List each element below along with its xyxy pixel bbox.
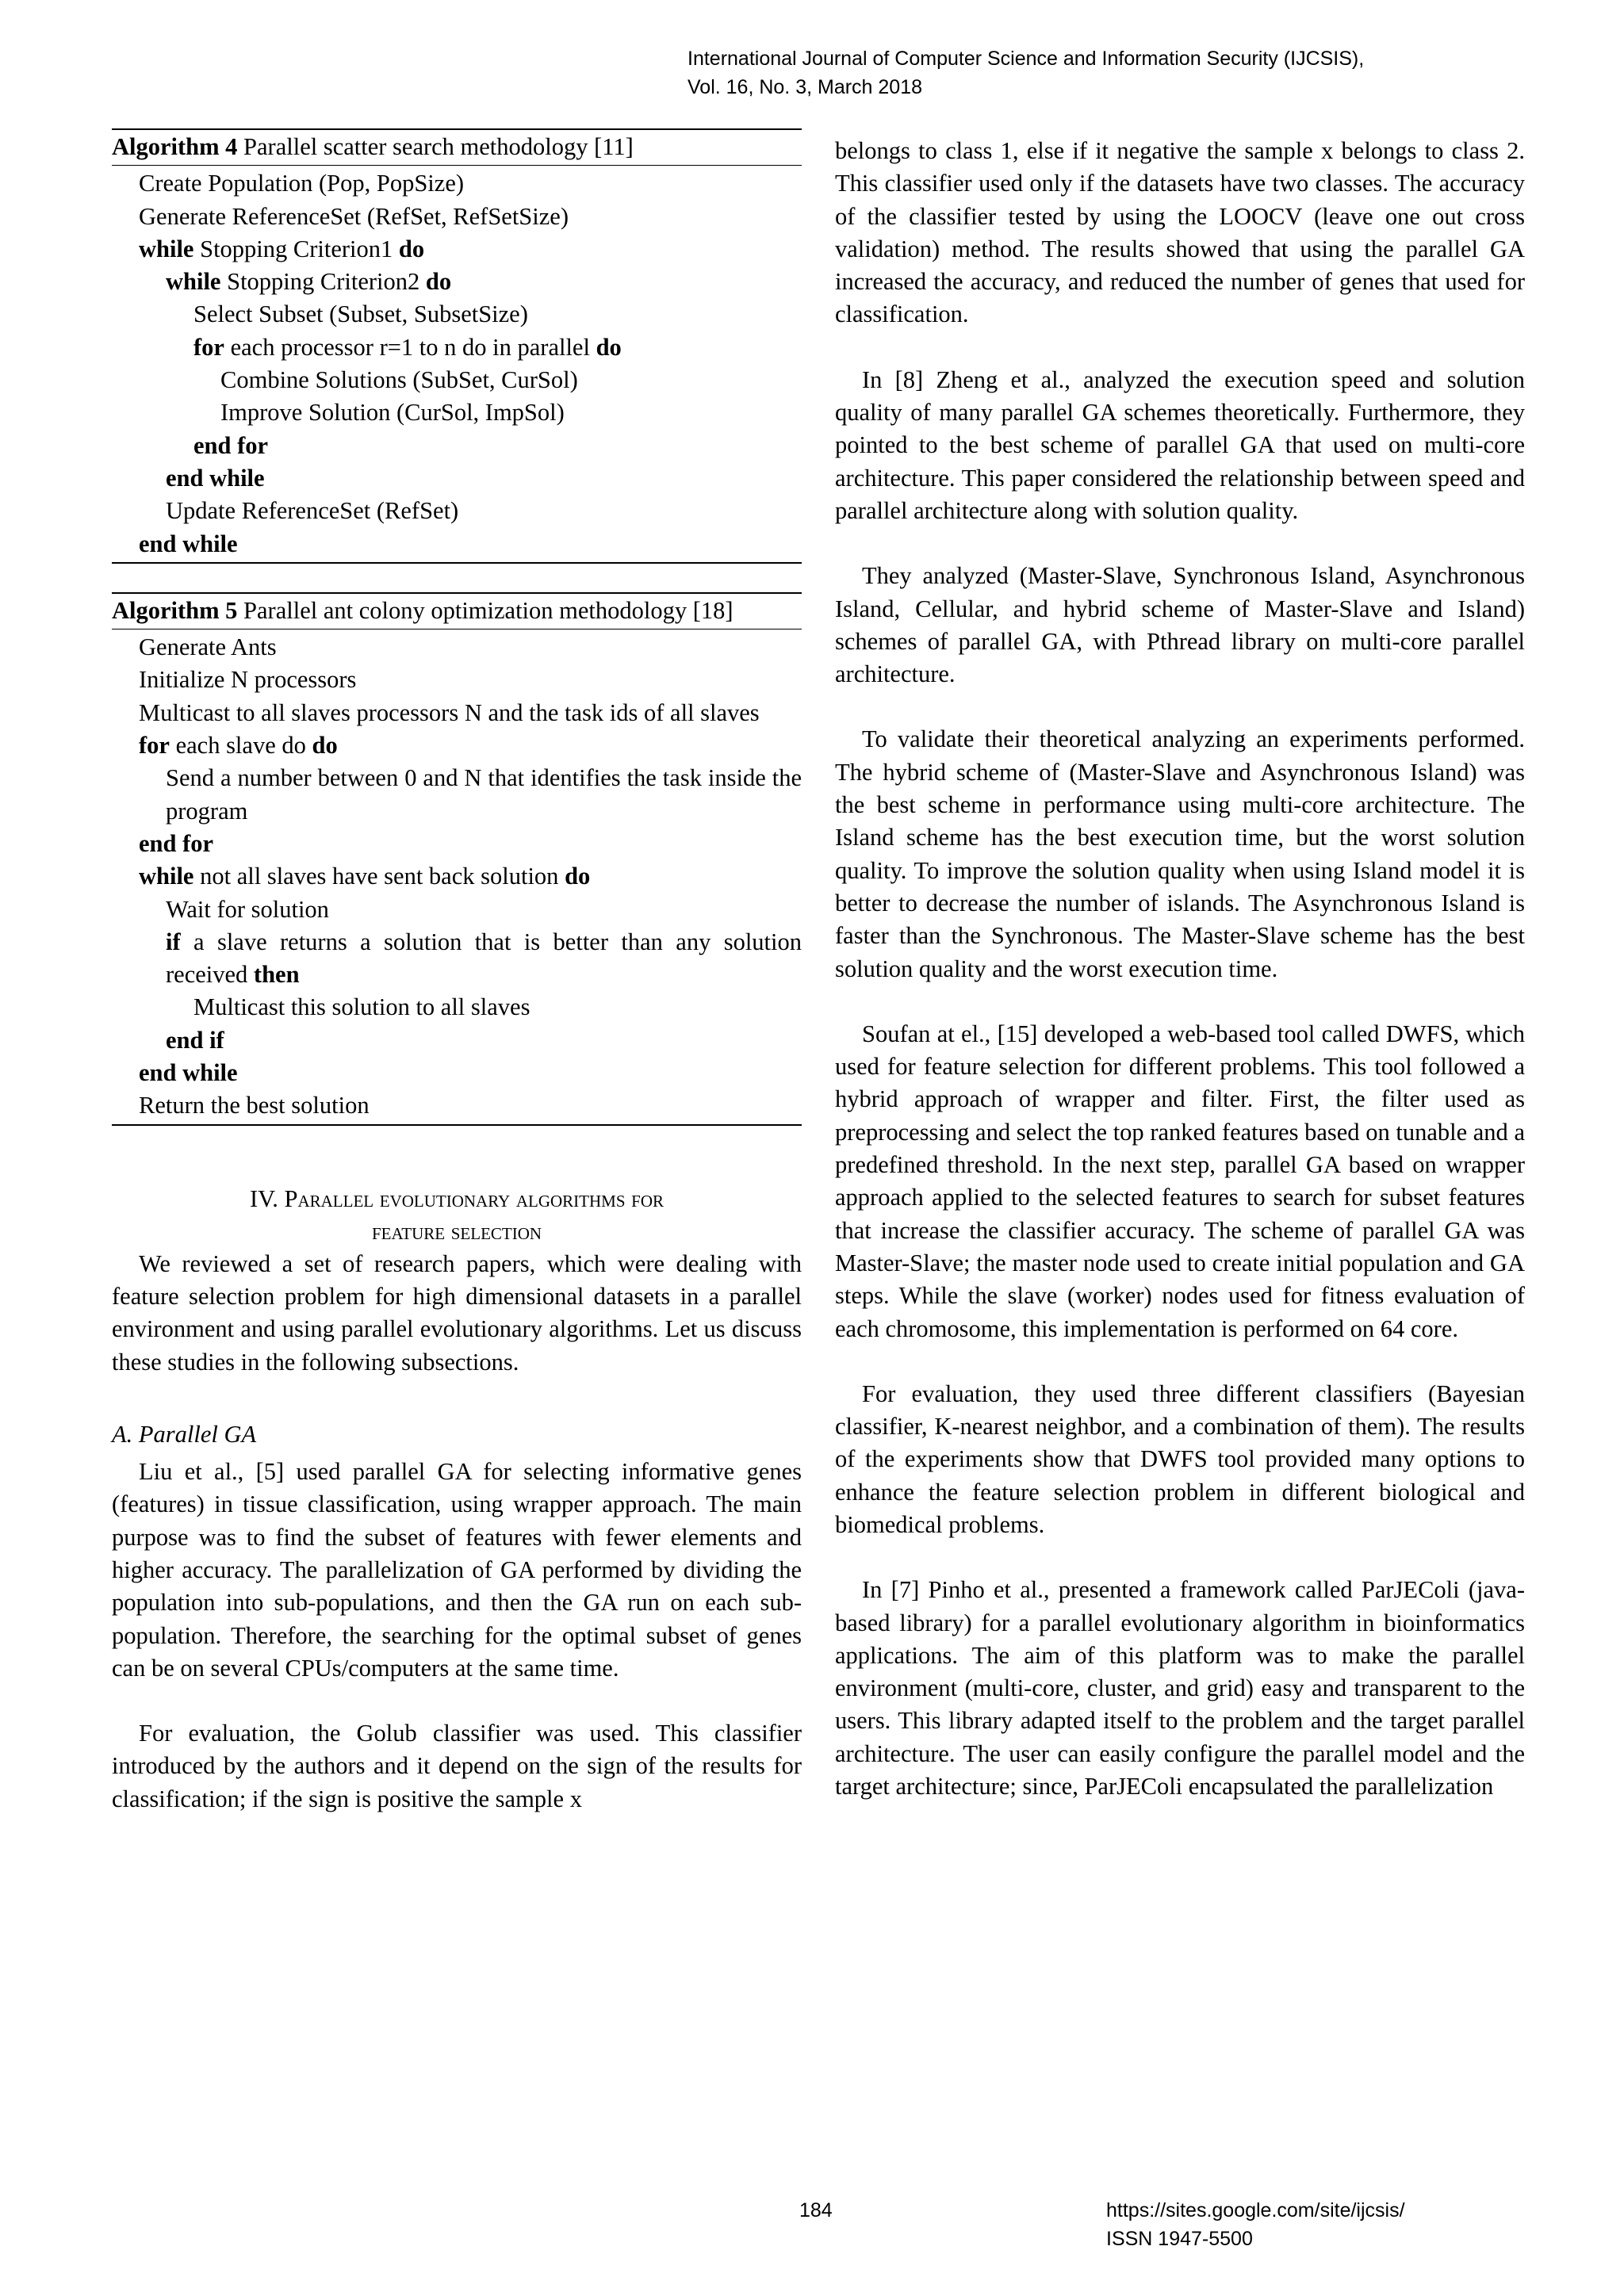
algo-line (112, 331, 802, 364)
paragraph: Liu et al., [5] used parallel GA for selecting informative genes (features) in tissue classification, using wrapper approach. The main purpose was to find the subset of features with fewer elements and higher accuracy. The parallelization of GA performed by dividing the population into sub-populations, and then the GA run on each sub-population. Therefore, the searching for the optimal subset of genes can be on several CPUs/computers at the same time. (112, 1458, 802, 1682)
algo-line: end while (139, 1059, 238, 1087)
section-number: IV. (249, 1184, 285, 1212)
algorithm-4-title-text: Parallel scatter search methodology [11] (237, 133, 634, 160)
algo-line: Initialize N processors (139, 666, 357, 694)
algorithm-5-box (112, 592, 802, 1126)
page-number: 184 (799, 2199, 833, 2221)
algo-line: Multicast this solution to all slaves (193, 993, 530, 1021)
right-column (835, 135, 1525, 1803)
algo-line (112, 860, 802, 893)
algo-text: each slave do (169, 732, 312, 760)
section-heading (112, 1183, 802, 1248)
algo-line: Generate ReferenceSet (RefSet, RefSetSize) (139, 202, 569, 230)
algo-line: end for (193, 431, 269, 459)
journal-header (688, 44, 1364, 101)
footer-issn: ISSN 1947-5500 (1106, 2228, 1253, 2250)
subsection-heading: A. Parallel GA (112, 1420, 257, 1448)
paragraph: In [8] Zheng et al., analyzed the execution speed and solution quality of many parallel GA schemes theoretically. Furthermore, they pointed to the best scheme of parallel GA that used on multi-core architecture. This paper considered the relationship between speed and parallel architecture along with solution quality. (835, 365, 1525, 524)
section-heading-line2: feature selection (371, 1217, 542, 1245)
paragraph: We reviewed a set of research papers, which were dealing with feature selection problem for high dimensional datasets in a parallel environment and using parallel evolutionary algorithms. Let us discuss these studies in the following subsections. (112, 1249, 802, 1376)
algorithm-5-body (112, 629, 802, 1123)
left-column (112, 128, 802, 1816)
journal-header-line1: International Journal of Computer Science and Information Security (IJCSIS), (688, 48, 1365, 70)
section-title-rest: arallel evolutionary algorithms for (297, 1184, 664, 1212)
algo-line: end while (139, 530, 238, 557)
algo-line: end if (166, 1026, 224, 1054)
algo-line: Return the best solution (139, 1092, 370, 1119)
keyword: do (565, 863, 591, 890)
paragraph: They analyzed (Master-Slave, Synchronous Island, Asynchronous Island, Cellular, and hybrid scheme of Master-Slave and Island) schemes of parallel GA, with Pthread library on multi-core parallel architecture. (835, 562, 1525, 688)
algo-line: Combine Solutions (SubSet, CurSol) (220, 366, 578, 394)
keyword: while (139, 863, 194, 890)
algorithm-5-title (112, 594, 802, 629)
keyword: for (139, 732, 170, 760)
algo-line: Improve Solution (CurSol, ImpSol) (220, 399, 565, 427)
algo-text: a slave returns a solution that is better than any solution received (166, 928, 802, 989)
keyword: do (425, 268, 452, 296)
section-title-cap: P (284, 1184, 298, 1212)
keyword: while (166, 268, 221, 296)
algo-line (112, 266, 802, 298)
algorithm-4-title (112, 130, 802, 166)
footer-url: https://sites.google.com/site/ijcsis/ (1106, 2199, 1405, 2221)
algo-line (112, 926, 802, 992)
keyword: do (312, 732, 338, 760)
algo-line: Send a number between 0 and N that identifies the task inside the program (166, 764, 802, 825)
algorithm-4-body (112, 166, 802, 562)
paragraph: Soufan at el., [15] developed a web-based tool called DWFS, which used for feature selection for different problems. This tool followed a hybrid approach of wrapper and filter. First, the filter used as preprocessing and select the top ranked features based on tunable and a predefined threshold. In the next step, parallel GA based on wrapper approach applied to the selected features to search for subset features that increase the classifier accuracy. The scheme of parallel GA was Master-Slave; the master node used to create initial population and GA steps. While the slave (worker) nodes used for fitness evaluation of each chromosome, this implementation is performed on 64 core. (835, 1020, 1525, 1342)
algo-line: Update ReferenceSet (RefSet) (166, 497, 459, 525)
keyword: do (398, 235, 425, 262)
paragraph: For evaluation, they used three different classifiers (Bayesian classifier, K-nearest neighbor, and a combination of them). The results of the experiments show that DWFS tool provided many options to enhance the feature selection problem in different biological and biomedical problems. (835, 1380, 1525, 1538)
algorithm-5-label: Algorithm 5 (112, 596, 238, 624)
keyword: if (166, 928, 181, 955)
algo-line (112, 729, 802, 762)
algo-line: end while (166, 464, 265, 492)
section-heading-line1 (112, 1183, 802, 1215)
algo-line: end for (139, 829, 214, 857)
algo-text: not all slaves have sent back solution (193, 863, 565, 890)
paragraph: belongs to class 1, else if it negative the sample x belongs to class 2. This classifier used only if the datasets have two classes. The accuracy of the classifier tested by using the LOOCV (leave one out cross validation) method. The results showed that using the parallel GA increased the accuracy, and reduced the number of genes that used for classification. (835, 137, 1525, 328)
keyword: then (253, 961, 300, 989)
algorithm-4-box (112, 128, 802, 564)
keyword: while (139, 235, 194, 262)
algo-line: Multicast to all slaves processors N and the task ids of all slaves (139, 698, 760, 726)
journal-header-line2: Vol. 16, No. 3, March 2018 (688, 76, 923, 98)
paragraph: In [7] Pinho et al., presented a framework called ParJEColi (java-based library) for a parallel evolutionary algorithm in bioinformatics applications. The aim of this platform was to make the parallel environment (multi-core, cluster, and grid) easy and transparent to the users. This library adapted itself to the problem and the target parallel architecture. The user can easily configure the parallel model and the target architecture; since, ParJEColi encapsulated the parallelization (835, 1576, 1525, 1800)
algo-text: each processor r=1 to n do in parallel (224, 333, 596, 361)
algorithm-5-title-text: Parallel ant colony optimization methodology [18] (237, 596, 733, 624)
algo-text: Stopping Criterion2 (220, 268, 426, 296)
algo-line: Select Subset (Subset, SubsetSize) (193, 300, 528, 328)
paragraph: For evaluation, the Golub classifier was used. This classifier introduced by the authors and it depend on the sign of the results for classification; if the sign is positive the sample x (112, 1720, 802, 1812)
algo-text: Stopping Criterion1 (193, 235, 399, 262)
algo-line: Wait for solution (166, 895, 329, 923)
algo-line: Generate Ants (139, 633, 277, 661)
paragraph: To validate their theoretical analyzing an experiments performed. The hybrid scheme of (Master-Slave and Asynchronous Island) was the best scheme in performance using multi-core architecture. The Island scheme has the best execution time, but the worst solution quality. To improve the solution quality when using Island model it is better to decrease the number of islands. The Asynchronous Island is faster than the Synchronous. The Master-Slave scheme has the best solution quality and the worst execution time. (835, 725, 1525, 982)
footer-info (1106, 2196, 1405, 2253)
algo-line (112, 233, 802, 266)
algorithm-4-label: Algorithm 4 (112, 133, 238, 160)
keyword: do (596, 333, 622, 361)
keyword: for (193, 333, 224, 361)
algo-line: Create Population (Pop, PopSize) (139, 170, 465, 197)
